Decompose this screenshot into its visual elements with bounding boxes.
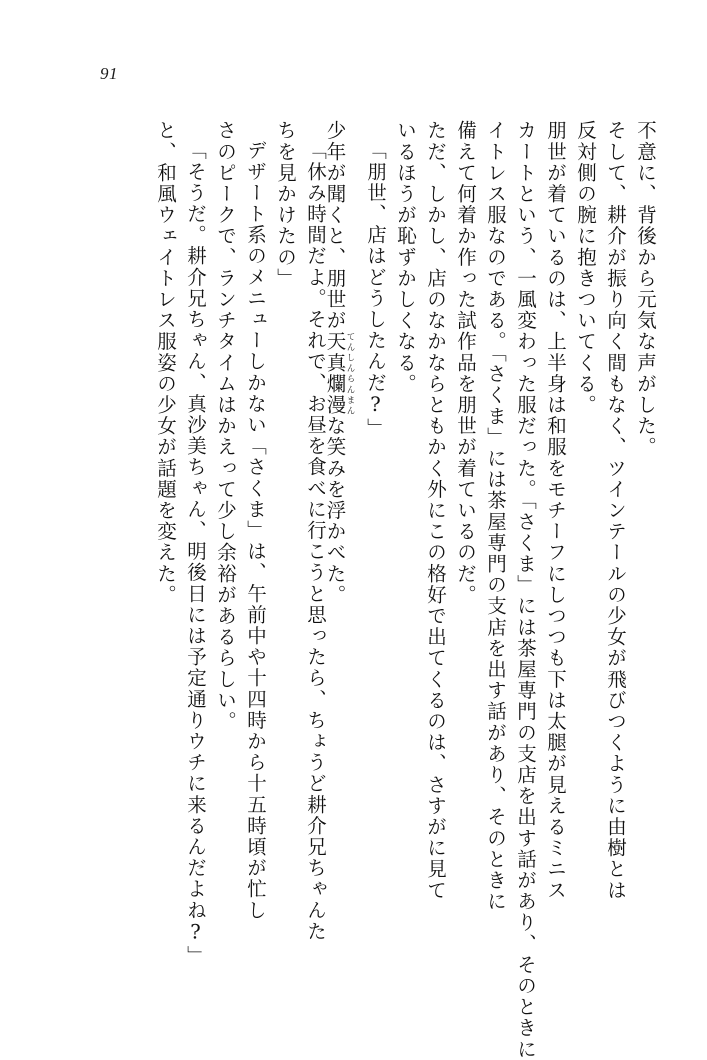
text-column: カートという、一風変わった服だった。「さくま」には茶屋専門の支店を出す話があり、そのときに — [514, 120, 537, 1060]
text-column: ただ、しかし、店のなかならともかく外にこの格好で出てくるのは、さすがに見て — [424, 120, 447, 901]
text-column: 朋世が着ているのは、上半身は和服をモチーフにしつつも下は太腿が見えるミニス — [544, 120, 567, 901]
text-column: 不意に、背後から元気な声がした。 — [634, 120, 657, 458]
ruby-annotation: 天真爛漫てんしんらんまん — [323, 331, 355, 416]
text-column: デザート系のメニューしかない「さくま」は、午前中や十四時から十五時頃が忙し — [244, 140, 267, 921]
text-column: さのピークで、ランチタイムはかえって少し余裕があるらしい。 — [214, 120, 237, 732]
text-column: イトレス服なのである。「さくま」には茶屋専門の支店を出す話があり、そのときに — [484, 120, 507, 913]
page-number: 91 — [100, 64, 118, 83]
text-column: そして、耕介が振り向く間もなく、ツインテールの少女が飛びつくように由樹とは — [604, 120, 627, 901]
text-column: ちを見かけたの」 — [274, 120, 297, 289]
text-column: と、和風ウェイトレス服姿の少女が話題を変えた。 — [154, 120, 177, 606]
text-column: 「朋世、店はどうしたんだ?」 — [364, 140, 387, 439]
text-column: いるほうが恥ずかしくなる。 — [394, 120, 417, 395]
text-column: 少年が聞くと、朋世が天真爛漫てんしんらんまんな笑みを浮かべた。 — [323, 120, 355, 606]
text-column: 「そうだ。耕介兄ちゃん、真沙美ちゃん、明後日には予定通りウチに来るんだよね?」 — [184, 140, 207, 967]
vertical-text-block — [115, 120, 657, 1060]
text-column: 備えて何着か作った試作品を朋世が着ているのだ。 — [454, 120, 477, 606]
text-column: 「休み時間だよ。それで、お昼を食べに行こうと思ったら、ちょうど耕介兄ちゃんた — [304, 140, 327, 942]
text-column: 反対側の腕に抱きついてくる。 — [574, 120, 597, 416]
